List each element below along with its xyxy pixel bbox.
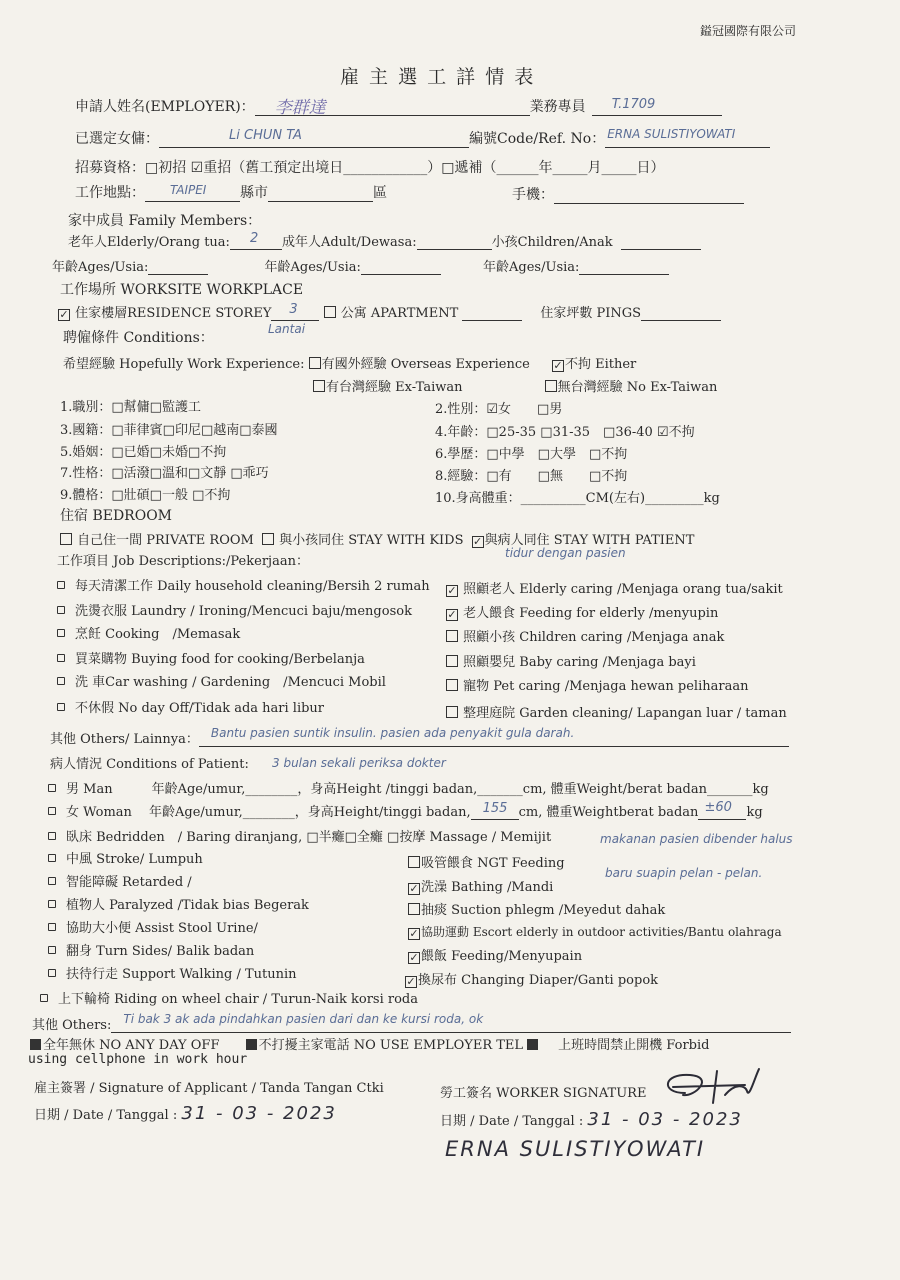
adult-label: 成年人Adult/Dewasa: bbox=[281, 235, 417, 250]
job-right-3 bbox=[446, 626, 724, 645]
job-left-5-marker[interactable] bbox=[57, 677, 65, 685]
ref-label: 編號Code/Ref. No： bbox=[469, 131, 606, 147]
patient-right-6-checkbox[interactable] bbox=[405, 976, 417, 988]
worker-signature-mark bbox=[655, 1065, 765, 1110]
patient-left-5-marker[interactable] bbox=[48, 946, 56, 954]
stay-patient-checkbox[interactable] bbox=[472, 536, 484, 548]
children-field[interactable] bbox=[621, 235, 701, 250]
job-right-6 bbox=[446, 702, 787, 721]
job-right-4-label: 照顧嬰兒 Baby caring /Menjaga bayi bbox=[463, 655, 696, 670]
others-value: Bantu pasien suntik insulin. pasien ada penyakit gula darah. bbox=[210, 726, 575, 740]
others-field[interactable] bbox=[199, 726, 789, 747]
ages3-field[interactable] bbox=[579, 260, 669, 275]
job-left-3-marker[interactable] bbox=[57, 629, 65, 637]
worker-label: 已選定女傭： bbox=[75, 131, 159, 147]
job-left-6-label: 不休假 No day Off/Tidak ada hari libur bbox=[75, 701, 325, 716]
job-left-6 bbox=[57, 697, 324, 716]
agent-label: 業務專員 bbox=[529, 99, 586, 115]
patient-right-5-checkbox[interactable] bbox=[408, 952, 420, 964]
storey-label: 住家樓層RESIDENCE STOREY bbox=[75, 306, 272, 321]
woman-height: 155 bbox=[482, 801, 508, 816]
experience-label: 希望經驗 Hopefully Work Experience: bbox=[63, 357, 305, 372]
worker-printed-name: ERNA SULISTIYOWATI bbox=[445, 1137, 706, 1161]
job-right-6-label: 整理庭院 Garden cleaning/ Lapangan luar / taman bbox=[463, 706, 787, 721]
job-right-2-checkbox[interactable] bbox=[446, 609, 458, 621]
either-checkbox[interactable] bbox=[552, 360, 564, 372]
date-label-right: 日期 / Date / Tanggal : bbox=[440, 1114, 584, 1129]
woman-height-field[interactable] bbox=[471, 801, 519, 820]
pings-field[interactable] bbox=[641, 306, 721, 321]
family-row bbox=[68, 231, 701, 250]
cond-row3-right: 6.學歷：□中學 □大學 □不拘 bbox=[435, 447, 628, 462]
city-suffix: 縣市 bbox=[240, 185, 268, 201]
jobs-heading: 工作項目 Job Descriptions:/Pekerjaan： bbox=[57, 554, 309, 569]
cond-row2-right: 4.年齡：□25-35 □31-35 □36-40 ☑不拘 bbox=[435, 425, 695, 440]
woman-weight-field[interactable] bbox=[698, 800, 746, 820]
job-left-3-label: 烹飪 Cooking /Memasak bbox=[75, 627, 241, 642]
ex-taiwan-row bbox=[313, 376, 717, 395]
ref-field[interactable] bbox=[605, 127, 770, 148]
patient-heading-note: 3 bulan sekali periksa dokter bbox=[272, 756, 446, 770]
patient-left-1-label: 中風 Stroke/ Lumpuh bbox=[66, 852, 203, 867]
apartment-field[interactable] bbox=[462, 306, 522, 321]
others-label: 其他 Others/ Lainnya： bbox=[50, 732, 199, 747]
job-right-1-checkbox[interactable] bbox=[446, 585, 458, 597]
job-right-5-label: 寵物 Pet caring /Menjaga hewan peliharaan bbox=[463, 679, 749, 694]
patient-right-4-label: 協助運動 Escort elderly in outdoor activities/Bantu olahraga bbox=[421, 925, 782, 939]
man-marker[interactable] bbox=[48, 784, 56, 792]
company-name: 鎰冠國際有限公司 bbox=[700, 24, 797, 38]
private-room-label: 自己住一間 PRIVATE ROOM bbox=[77, 533, 254, 548]
job-right-3-checkbox[interactable] bbox=[446, 630, 458, 642]
stay-kids-label: 與小孩同住 STAY WITH KIDS bbox=[279, 533, 464, 548]
no-day-off-mark bbox=[30, 1039, 41, 1050]
patient-left-2-label: 智能障礙 Retarded / bbox=[66, 875, 192, 890]
date-label-left: 日期 / Date / Tanggal : bbox=[34, 1108, 178, 1123]
woman-marker[interactable] bbox=[48, 807, 56, 815]
patient-left-2-marker[interactable] bbox=[48, 877, 56, 885]
adult-field[interactable] bbox=[417, 235, 492, 250]
no-ex-taiwan-label: 無台灣經驗 No Ex-Taiwan bbox=[557, 380, 718, 395]
pings-label: 住家坪數 PINGS bbox=[540, 306, 642, 321]
ex-taiwan-label: 有台灣經驗 Ex-Taiwan bbox=[326, 380, 463, 395]
others2-row bbox=[32, 1014, 791, 1033]
job-left-2-marker[interactable] bbox=[57, 606, 65, 614]
ages3-label: 年齡Ages/Usia: bbox=[483, 260, 580, 275]
patient-right-3-label: 抽痰 Suction phlegm /Meyedut dahak bbox=[421, 903, 666, 918]
date-left: 31 - 03 - 2023 bbox=[181, 1103, 337, 1124]
job-right-5-checkbox[interactable] bbox=[446, 679, 458, 691]
overseas-label: 有國外經驗 Overseas Experience bbox=[321, 357, 530, 372]
patient-left-4-marker[interactable] bbox=[48, 923, 56, 931]
patient-left-3-marker[interactable] bbox=[48, 900, 56, 908]
elderly-field[interactable] bbox=[230, 231, 282, 250]
job-left-2 bbox=[57, 600, 412, 619]
job-right-2 bbox=[446, 602, 718, 621]
job-left-4 bbox=[57, 648, 365, 667]
patient-man-row bbox=[48, 778, 769, 797]
woman-mid: cm, 體重Weightberat badan bbox=[518, 805, 699, 820]
job-left-3 bbox=[57, 623, 240, 642]
job-left-1-marker[interactable] bbox=[57, 581, 65, 589]
applicant-signature-label: 雇主簽署 / Signature of Applicant / Tanda Tangan Ctki bbox=[34, 1081, 384, 1096]
experience-row bbox=[63, 353, 636, 372]
patient-right-1-label: 吸管餵食 NGT Feeding bbox=[421, 856, 565, 871]
patient-left-4-label: 協助大小便 Assist Stool Urine/ bbox=[66, 921, 258, 936]
stay-kids-checkbox[interactable] bbox=[262, 533, 274, 545]
elderly-value: 2 bbox=[249, 231, 259, 246]
patient-left-7-marker[interactable] bbox=[40, 994, 48, 1002]
mobile-label: 手機： bbox=[512, 187, 554, 203]
patient-right-2-checkbox[interactable] bbox=[408, 883, 420, 895]
bedridden-marker[interactable] bbox=[48, 832, 56, 840]
patient-right-1 bbox=[408, 852, 565, 871]
agent-value: T.1709 bbox=[611, 97, 656, 112]
apartment-label: 公寓 APARTMENT bbox=[340, 306, 459, 321]
job-left-1-label: 每天清潔工作 Daily household cleaning/Bersih 2 rumah bbox=[75, 579, 430, 594]
patient-left-3 bbox=[48, 894, 309, 913]
patient-left-4 bbox=[48, 917, 258, 936]
ages2-field[interactable] bbox=[361, 260, 441, 275]
woman-suffix: kg bbox=[746, 805, 763, 820]
patient-left-7 bbox=[40, 988, 418, 1007]
job-right-2-label: 老人餵食 Feeding for elderly /menyupin bbox=[463, 606, 719, 621]
ages1-label: 年齡Ages/Usia: bbox=[52, 260, 149, 275]
patient-heading: 病人情況 Conditions of Patient: bbox=[50, 757, 249, 772]
patient-right-1-checkbox[interactable] bbox=[408, 856, 420, 868]
ages-row bbox=[52, 256, 669, 275]
conditions-heading: 聘僱條件 Conditions： bbox=[63, 330, 214, 346]
patient-right-4 bbox=[408, 923, 782, 940]
ref-value: ERNA SULISTIYOWATI bbox=[607, 127, 736, 141]
worksite-heading: 工作場所 WORKSITE WORKPLACE bbox=[60, 282, 304, 298]
cond-row2-left: 3.國籍：□菲律賓□印尼□越南□泰國 bbox=[60, 423, 278, 438]
mobile-row bbox=[512, 184, 744, 204]
job-left-5-label: 洗 車Car washing / Gardening /Mencuci Mobil bbox=[75, 675, 386, 690]
patient-right-6 bbox=[405, 969, 658, 988]
job-left-1 bbox=[57, 575, 430, 594]
bedroom-handwritten: tidur dengan pasien bbox=[505, 546, 626, 560]
patient-left-6-label: 扶待行走 Support Walking / Tutunin bbox=[66, 967, 297, 982]
job-right-4 bbox=[446, 651, 696, 670]
no-phone-label: 上班時間禁止開機 Forbid bbox=[558, 1038, 710, 1053]
patient-left-2 bbox=[48, 871, 192, 890]
employer-label: 申請人姓名(EMPLOYER)： bbox=[75, 99, 255, 115]
storey-field[interactable] bbox=[271, 302, 319, 321]
patient-bedridden-row bbox=[48, 826, 551, 845]
job-left-4-label: 買菜購物 Buying food for cooking/Berbelanja bbox=[75, 652, 365, 667]
patient-woman-row bbox=[48, 801, 763, 820]
location-label: 工作地點： bbox=[75, 185, 145, 201]
apartment-checkbox[interactable] bbox=[324, 306, 336, 318]
others-row bbox=[50, 728, 789, 747]
job-left-5 bbox=[57, 671, 386, 690]
no-phone-label-2: using cellphone in work hour bbox=[28, 1052, 248, 1067]
others2-field[interactable] bbox=[111, 1012, 791, 1033]
ages2-label: 年齡Ages/Usia: bbox=[264, 260, 361, 275]
others2-value: Ti bak 3 ak ada pindahkan pasien dari dan ke kursi roda, ok bbox=[123, 1012, 484, 1026]
overseas-checkbox[interactable] bbox=[309, 357, 321, 369]
patient-left-1-marker[interactable] bbox=[48, 854, 56, 862]
job-left-6-marker[interactable] bbox=[57, 703, 65, 711]
recruit-row: 招募資格：□初招 ☑重招（舊工預定出境日____________）□遞補（______年_____月_____日） bbox=[75, 160, 665, 176]
worker-value: Li CHUN TA bbox=[229, 128, 302, 143]
location-row bbox=[75, 182, 387, 202]
job-left-2-label: 洗燙衣服 Laundry / Ironing/Mencuci baju/mengosok bbox=[75, 604, 412, 619]
patient-left-5-label: 翻身 Turn Sides/ Balik badan bbox=[66, 944, 255, 959]
agent-field[interactable] bbox=[592, 97, 722, 116]
cond-row3-left: 5.婚姻：□已婚□未婚□不拘 bbox=[60, 445, 227, 460]
others2-label: 其他 Others: bbox=[32, 1018, 112, 1033]
job-left-4-marker[interactable] bbox=[57, 654, 65, 662]
city-field[interactable] bbox=[145, 183, 240, 202]
patient-right-3 bbox=[408, 899, 665, 918]
stay-patient-label: 與病人同住 STAY WITH PATIENT bbox=[484, 533, 695, 548]
job-right-5 bbox=[446, 675, 748, 694]
children-label: 小孩Children/Anak bbox=[491, 235, 613, 250]
patient-note-right: makanan pasien dibender halus bbox=[600, 832, 793, 846]
patient-right-5 bbox=[408, 945, 582, 964]
cond-row5-right: 10.身高體重：__________CM(左右)_________kg bbox=[435, 491, 720, 506]
storey-checkbox[interactable] bbox=[58, 309, 70, 321]
man-label: 男 Man 年齡Age/umur,________，身高Height /tinggi badan,_______cm, 體重Weight/berat badan_______kg bbox=[66, 782, 769, 797]
patient-left-6-marker[interactable] bbox=[48, 969, 56, 977]
patient-right-6-label: 換尿布 Changing Diaper/Ganti popok bbox=[418, 973, 659, 988]
patient-left-6 bbox=[48, 963, 297, 982]
date-row-left bbox=[34, 1103, 337, 1124]
job-right-1-label: 照顧老人 Elderly caring /Menjaga orang tua/sakit bbox=[463, 582, 783, 597]
mobile-field[interactable] bbox=[554, 189, 744, 204]
job-right-4-checkbox[interactable] bbox=[446, 655, 458, 667]
patient-right-5-label: 餵飯 Feeding/Menyupain bbox=[421, 949, 583, 964]
job-right-6-checkbox[interactable] bbox=[446, 706, 458, 718]
patient-right-2-label: 洗澡 Bathing /Mandi bbox=[421, 880, 554, 895]
no-ex-taiwan-checkbox[interactable] bbox=[545, 380, 557, 392]
ex-taiwan-checkbox[interactable] bbox=[313, 380, 325, 392]
ages1-field[interactable] bbox=[148, 260, 208, 275]
worker-field[interactable] bbox=[159, 128, 469, 148]
employer-field[interactable] bbox=[255, 98, 530, 118]
patient-left-7-label: 上下輪椅 Riding on wheel chair / Turun-Naik korsi roda bbox=[58, 992, 418, 1007]
bedridden-label: 臥床 Bedridden / Baring diranjang, □半癱□全癱 □按摩 Massage / Memijit bbox=[66, 830, 552, 845]
district-field[interactable] bbox=[268, 187, 373, 202]
bedroom-heading: 住宿 BEDROOM bbox=[60, 508, 173, 524]
no-day-off-label: 全年無休 NO ANY DAY OFF bbox=[43, 1038, 220, 1053]
patient-right-2 bbox=[408, 876, 553, 895]
no-tel-mark bbox=[246, 1039, 257, 1050]
no-tel-label: 不打擾主家電話 NO USE EMPLOYER TEL bbox=[258, 1038, 524, 1053]
no-tel-mark-2 bbox=[527, 1039, 538, 1050]
date-right: 31 - 03 - 2023 bbox=[587, 1109, 743, 1130]
rules-row bbox=[30, 1034, 709, 1053]
woman-label: 女 Woman 年齡Age/umur,________，身高Height/tinggi badan, bbox=[66, 805, 471, 820]
worksite-row bbox=[58, 302, 721, 321]
worker-signature-label: 勞工簽名 WORKER SIGNATURE bbox=[440, 1086, 647, 1101]
family-heading: 家中成員 Family Members： bbox=[68, 213, 262, 229]
district-suffix: 區 bbox=[373, 185, 387, 201]
cond-row4-right: 8.經驗：□有 □無 □不拘 bbox=[435, 469, 628, 484]
either-label: 不拘 Either bbox=[564, 357, 637, 372]
woman-weight: ±60 bbox=[704, 800, 732, 815]
cond-row5-left: 9.體格：□壯碩□一般 □不拘 bbox=[60, 488, 231, 503]
job-right-1 bbox=[446, 578, 783, 597]
page-title: 雇 主 選 工 詳 情 表 bbox=[340, 66, 536, 88]
patient-left-1 bbox=[48, 848, 203, 867]
worker-row bbox=[75, 128, 770, 148]
storey-value: 3 bbox=[289, 302, 298, 317]
city-value: TAIPEI bbox=[170, 183, 207, 197]
patient-right-3-checkbox[interactable] bbox=[408, 903, 420, 915]
private-room-checkbox[interactable] bbox=[60, 533, 72, 545]
cond-row1-left: 1.職別：□幫傭□監護工 bbox=[60, 400, 201, 415]
employer-value: 李群達 bbox=[274, 98, 326, 118]
date-row-right bbox=[440, 1109, 743, 1130]
patient-left-3-label: 植物人 Paralyzed /Tidak bias Begerak bbox=[66, 898, 309, 913]
patient-note-right2: baru suapin pelan - pelan. bbox=[605, 866, 763, 880]
elderly-label: 老年人Elderly/Orang tua: bbox=[68, 235, 230, 250]
employer-row bbox=[75, 96, 722, 116]
job-right-3-label: 照顧小孩 Children caring /Menjaga anak bbox=[463, 630, 725, 645]
cond-row4-left: 7.性格：□活潑□溫和□文靜 □乖巧 bbox=[60, 466, 269, 481]
patient-left-5 bbox=[48, 940, 254, 959]
cond-row1-right: 2.性別：☑女 □男 bbox=[435, 402, 563, 417]
conditions-handwritten: Lantai bbox=[268, 322, 306, 336]
patient-right-4-checkbox[interactable] bbox=[408, 928, 420, 940]
